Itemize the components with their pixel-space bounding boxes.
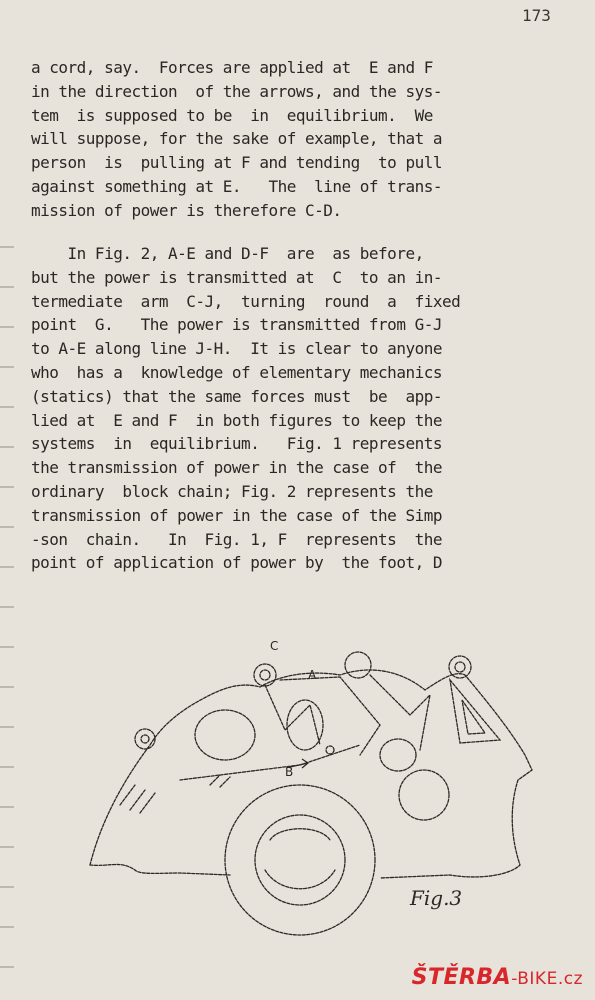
- paragraph-1: [31, 56, 563, 223]
- watermark-suffix: -BIKE.cz: [511, 969, 583, 989]
- chain-line-b: [180, 745, 360, 780]
- frame-bottom-edge: [90, 864, 230, 875]
- text-line: mission of power is therefore C-D.: [31, 200, 342, 220]
- figure-3-chain-mechanism-drawing: [80, 635, 550, 970]
- text-line: but the power is transmitted at C to an in-: [31, 267, 442, 287]
- text-line: a cord, say. Forces are applied at E and F: [31, 58, 433, 77]
- text-line: (statics) that the same forces must be app-: [31, 386, 442, 406]
- text-line: will suppose, for the sake of example, that a: [31, 129, 442, 149]
- text-line: termediate arm C-J, turning round a fixed: [31, 291, 461, 311]
- paragraph-2: [31, 242, 563, 575]
- pivot-c-inner: [260, 670, 270, 680]
- text-line: against something at E. The line of trans-: [31, 176, 442, 196]
- chainwheel: [225, 785, 375, 935]
- page-number: 173: [522, 6, 551, 25]
- link-mark: [326, 746, 334, 754]
- text-line: point of application of power by the foot, D: [31, 553, 442, 573]
- label-c: C: [270, 639, 279, 653]
- text-line: transmission of power in the case of the Simp: [31, 505, 442, 525]
- loop-left: [195, 710, 255, 760]
- text-line: -son chain. In Fig. 1, F represents the: [31, 529, 442, 549]
- text-line: the transmission of power in the case of the: [31, 458, 442, 478]
- figure-caption: Fig.3: [410, 886, 463, 910]
- lever-arm-1: [265, 685, 320, 745]
- text-line: point G. The power is transmitted from G-J: [31, 315, 442, 335]
- pivot-c: [254, 664, 276, 686]
- triangle-inner: [462, 700, 485, 734]
- text-line: ordinary block chain; Fig. 2 represents the: [31, 481, 433, 501]
- text-line: In Fig. 2, A-E and D-F are as before,: [31, 244, 424, 263]
- label-b: B: [285, 765, 294, 779]
- text-line: to A-E along line J-H. It is clear to anyone: [31, 339, 442, 359]
- text-line: person is pulling at F and tending to pull: [31, 153, 442, 173]
- rear-hub: [399, 770, 449, 820]
- loop-center: [287, 700, 323, 750]
- pivot-top-right: [449, 656, 471, 678]
- watermark-logo: [412, 965, 583, 990]
- lever-arm-2: [280, 677, 380, 755]
- pivot-left-inner: [141, 735, 149, 743]
- text-line: in the direction of the arrows, and the sys-: [31, 81, 442, 101]
- text-line: tem is supposed to be in equilibrium. We: [31, 105, 433, 125]
- text-line: lied at E and F in both figures to keep the: [31, 410, 442, 430]
- label-a: A: [308, 668, 317, 682]
- binding-edge-marks: [0, 230, 14, 1000]
- text-line: systems in equilibrium. Fig. 1 represents: [31, 434, 442, 454]
- chainwheel-spokes: [265, 829, 335, 889]
- pivot-top-middle: [345, 652, 371, 678]
- pivot-top-right-inner: [455, 662, 465, 672]
- text-line: who has a knowledge of elementary mechanics: [31, 362, 442, 382]
- pivot-left: [135, 729, 155, 749]
- hatching: [120, 775, 230, 813]
- small-sprocket: [380, 739, 416, 771]
- figure-3-svg: [80, 635, 550, 970]
- watermark-brand: ŠTĚRBA: [411, 965, 512, 990]
